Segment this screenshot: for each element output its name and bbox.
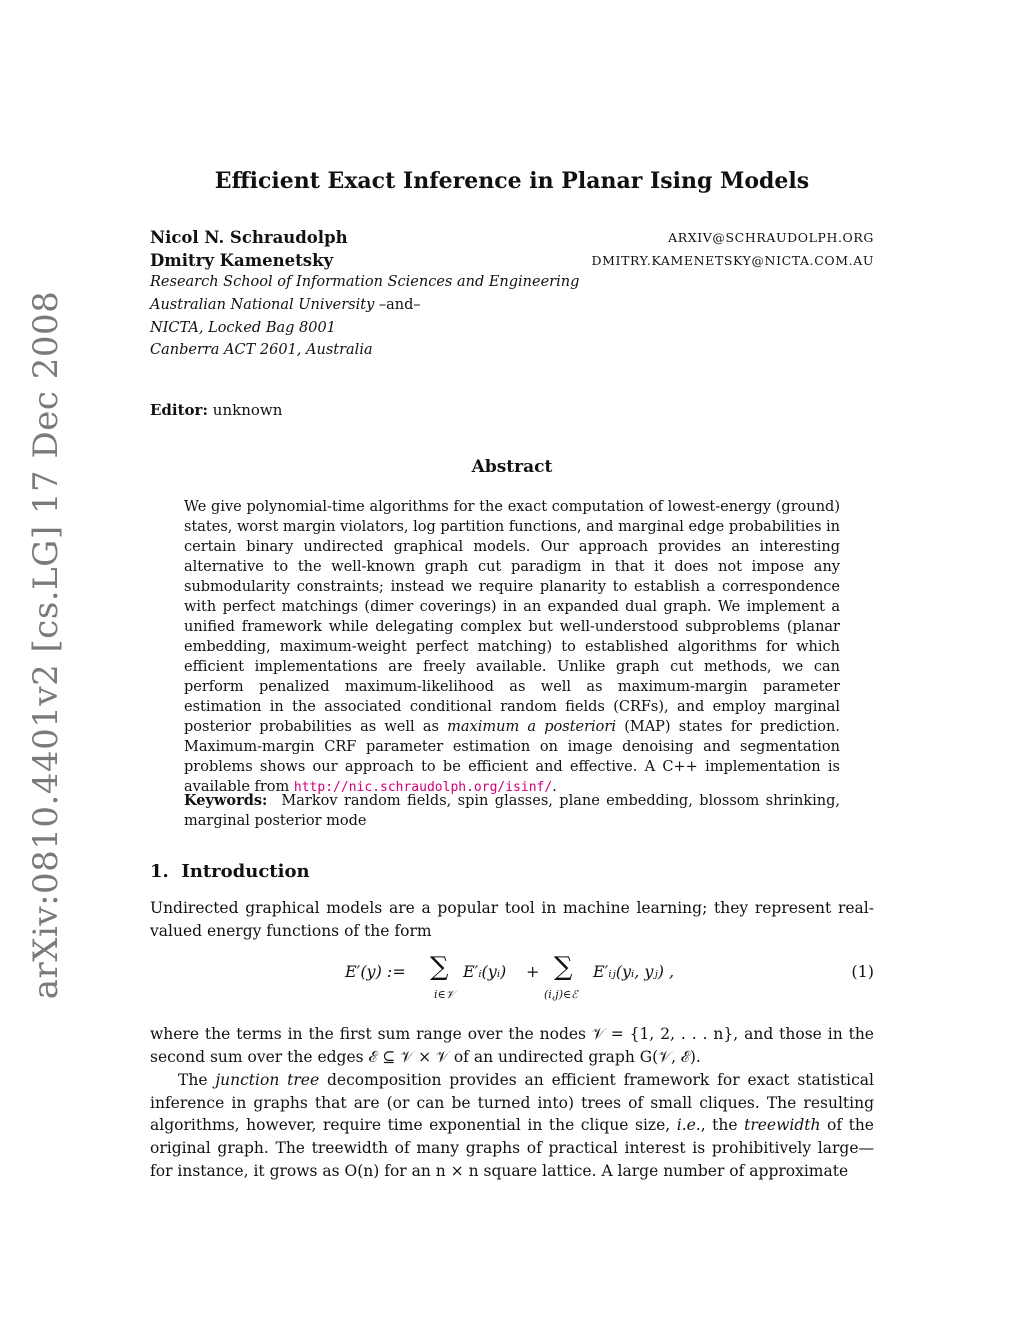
keywords	[184, 791, 840, 831]
sum-symbol-1: ∑	[430, 952, 449, 982]
affiliation-and: –and–	[374, 297, 421, 313]
arxiv-side-stamp: arXiv:0810.4401v2 [cs.LG] 17 Dec 2008	[26, 290, 66, 1000]
keywords-text: Markov random fields, spin glasses, plane embedding, blossom shrinking, marginal posterior mode	[184, 793, 840, 829]
equation-term-2: E′ᵢⱼ(yᵢ, yⱼ) ,	[593, 962, 675, 981]
author-2	[150, 251, 874, 273]
paper-title: Efficient Exact Inference in Planar Ising Models	[214, 168, 810, 194]
keywords-label: Keywords:	[184, 792, 268, 809]
author-email[interactable]: ARXIV@SCHRAUDOLPH.ORG	[668, 230, 874, 245]
abstract-text-end: .	[552, 779, 557, 795]
p3-text-1: The	[178, 1071, 216, 1089]
equation-term-1: E′ᵢ(yᵢ)	[463, 962, 507, 981]
p3-text-4: of the original graph. The treewidth of many graphs of practical interest is prohibitively large—for instance, it grows as O(n) for an n × n square lattice. A large number of approximate	[150, 1116, 874, 1180]
intro-paragraph-1: Undirected graphical models are a popular tool in machine learning; they represent real-valued energy functions of the form	[150, 899, 874, 940]
p3-italic-treewidth: treewidth	[744, 1116, 821, 1135]
section-number: 1.	[150, 861, 169, 882]
affiliation-university: Australian National University	[150, 297, 375, 313]
affiliation-line-3: NICTA, Locked Bag 8001	[150, 320, 336, 336]
section-title: Introduction	[181, 861, 310, 882]
equation-plus: +	[526, 962, 540, 981]
author-email[interactable]: DMITRY.KAMENETSKY@NICTA.COM.AU	[591, 253, 874, 268]
author-name: Nicol N. Schraudolph	[150, 228, 348, 247]
p3-text-3: , the	[700, 1116, 745, 1135]
affiliation-line-1: Research School of Information Sciences and Engineering	[150, 274, 580, 290]
abstract-text	[184, 497, 840, 798]
affiliation-line-2	[150, 297, 421, 313]
p3-italic-junction-tree: junction tree	[215, 1071, 320, 1089]
intro-paragraph-3	[150, 1069, 874, 1183]
abstract-text-part2: (MAP) states for prediction. Maximum-margin CRF parameter estimation on image denoising and segmentation problems shows our approach to be efficient and effective. A C++ implementation is available from	[184, 719, 840, 795]
editor-line	[150, 401, 282, 419]
equation-lhs: E′(y) :=	[345, 962, 406, 981]
section-heading-introduction	[150, 861, 310, 882]
sum-symbol-2: ∑	[554, 952, 573, 982]
intro-paragraph-2: where the terms in the first sum range over the nodes 𝒱 = {1, 2, . . . n}, and those in the second sum over the edges ℰ ⊆ 𝒱 × 𝒱 of an undirected graph G(𝒱, ℰ).	[150, 1025, 874, 1066]
affiliation-line-4: Canberra ACT 2601, Australia	[150, 342, 373, 358]
implementation-link[interactable]: http://nic.schraudolph.org/isinf/	[293, 780, 553, 795]
abstract-heading: Abstract	[471, 457, 553, 477]
abstract-text-italic: maximum a posteriori	[447, 719, 616, 735]
editor-label: Editor:	[150, 401, 208, 419]
p3-italic-ie: i.e.	[676, 1116, 701, 1135]
author-1	[150, 228, 874, 250]
editor-value: unknown	[212, 401, 283, 419]
p3-text-2: decomposition provides an efficient framework for exact statistical inference in graphs that are (or can be turned into) trees of small cliques. The resulting algorithms, however, require time exponential in the clique size,	[150, 1071, 874, 1135]
sum-1-subscript: i∈𝒱	[434, 988, 455, 1001]
equation-number: (1)	[851, 962, 874, 981]
equation-1	[150, 952, 874, 1012]
abstract-text-part1: We give polynomial-time algorithms for the exact computation of lowest-energy (ground) states, worst margin violators, log partition functions, and marginal edge probabilities in certain binary undirected graphical models. Our approach provides an interesting alternative to the well-known graph cut paradigm in that it does not impose any submodularity constraints; instead we require planarity to establish a correspondence with perfect matchings (dimer coverings) in an expanded dual graph. We implement a unified framework while delegating complex but well-understood subproblems (planar embedding, maximum-weight perfect matching) to established algorithms for which efficient implementations are freely available. Unlike graph cut methods, we can perform penalized maximum-likelihood as well as maximum-margin parameter estimation in the associated conditional random fields (CRFs), and employ marginal posterior probabilities as well as	[184, 499, 841, 735]
sum-2-subscript: (i,j)∈ℰ	[544, 988, 578, 1001]
author-name: Dmitry Kamenetsky	[150, 251, 334, 270]
